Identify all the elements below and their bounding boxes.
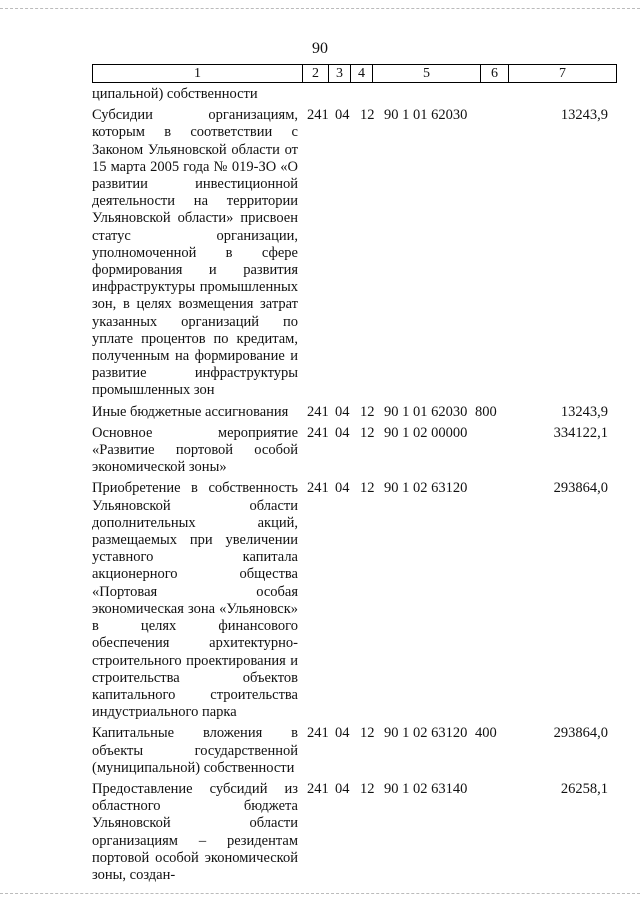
row-code-subsection: 12 [360,403,375,420]
table-row [92,425,616,477]
row-code-target: 90 1 02 63120 [384,725,468,742]
row-amount: 13243,9 [560,403,608,420]
column-header-4: 4 [351,65,373,83]
column-header-6: 6 [481,65,509,83]
row-code-expense-type: 800 [475,403,497,420]
row-code-section: 04 [335,780,350,797]
column-header-3: 3 [329,65,351,83]
row-description: Субсидии организациям, которым в соответствии с Законом Ульяновской области от 15 марта 2005 года № 019-ЗО «О развитии инвестиционной деятельности на территории Ульяновской области» присвоен статус организации, уполномоченной в сфере формирования и развития инфраструктуры промышленных зон, в целях возмещения затрат указанных организаций по уплате процентов по кредитам, полученным на формирование и развитие инфраструктуры промышленных зон [92,107,298,399]
column-header-row [92,64,617,83]
row-amount: 13243,9 [560,107,608,124]
row-code-section: 04 [335,403,350,420]
row-description: Приобретение в собственность Ульяновской области дополнительных акций, размещаемых при увеличении уставного капитала акционерного общества «Портовая особая экономическая зона «Ульяновск» в целях финансового обеспечения архитектурно-строительного проектирования и строительства объектов капитального строительства индустриального парка [92,480,298,721]
row-code-target: 90 1 02 63140 [384,780,468,797]
row-code-admin: 241 [307,725,329,742]
scan-edge-bottom [0,893,640,895]
row-description: ципальной) собственности [92,86,258,102]
table-row [92,404,616,421]
column-header-2: 2 [303,65,329,83]
row-description: Капитальные вложения в объекты государственной (муниципальной) собственности [92,725,298,776]
row-code-admin: 241 [307,107,329,124]
row-code-target: 90 1 02 63120 [384,480,468,497]
row-code-section: 04 [335,107,350,124]
row-code-target: 90 1 02 00000 [384,424,468,441]
table-row [92,480,616,721]
row-description: Основное мероприятие «Развитие портовой особой экономической зоны» [92,424,298,476]
row-amount: 293864,0 [553,725,608,742]
row-code-subsection: 12 [360,107,375,124]
row-description: Предоставление субсидий из областного бюджета Ульяновской области организациям – резидентам портовой особой экономической зоны, создан- [92,780,298,883]
row-code-subsection: 12 [360,480,375,497]
table-row [92,107,616,399]
column-header-7: 7 [509,65,617,83]
table-row [92,781,616,884]
row-code-admin: 241 [307,424,329,441]
budget-table-body [92,86,616,888]
row-amount: 334122,1 [553,424,608,441]
row-code-expense-type: 400 [475,725,497,742]
column-header-1: 1 [93,65,303,83]
table-row [92,725,616,777]
row-code-subsection: 12 [360,725,375,742]
row-code-target: 90 1 01 62030 [384,403,468,420]
row-code-admin: 241 [307,480,329,497]
row-amount: 293864,0 [553,480,608,497]
row-code-subsection: 12 [360,780,375,797]
scan-edge-top [0,8,640,10]
row-code-admin: 241 [307,403,329,420]
row-code-admin: 241 [307,780,329,797]
row-description: Иные бюджетные ассигнования [92,403,289,420]
column-header-5: 5 [373,65,481,83]
row-code-section: 04 [335,725,350,742]
table-row [92,86,616,103]
page-number: 90 [312,40,328,57]
row-code-section: 04 [335,480,350,497]
row-amount: 26258,1 [560,780,608,797]
row-code-section: 04 [335,424,350,441]
row-code-target: 90 1 01 62030 [384,107,468,124]
row-code-subsection: 12 [360,424,375,441]
